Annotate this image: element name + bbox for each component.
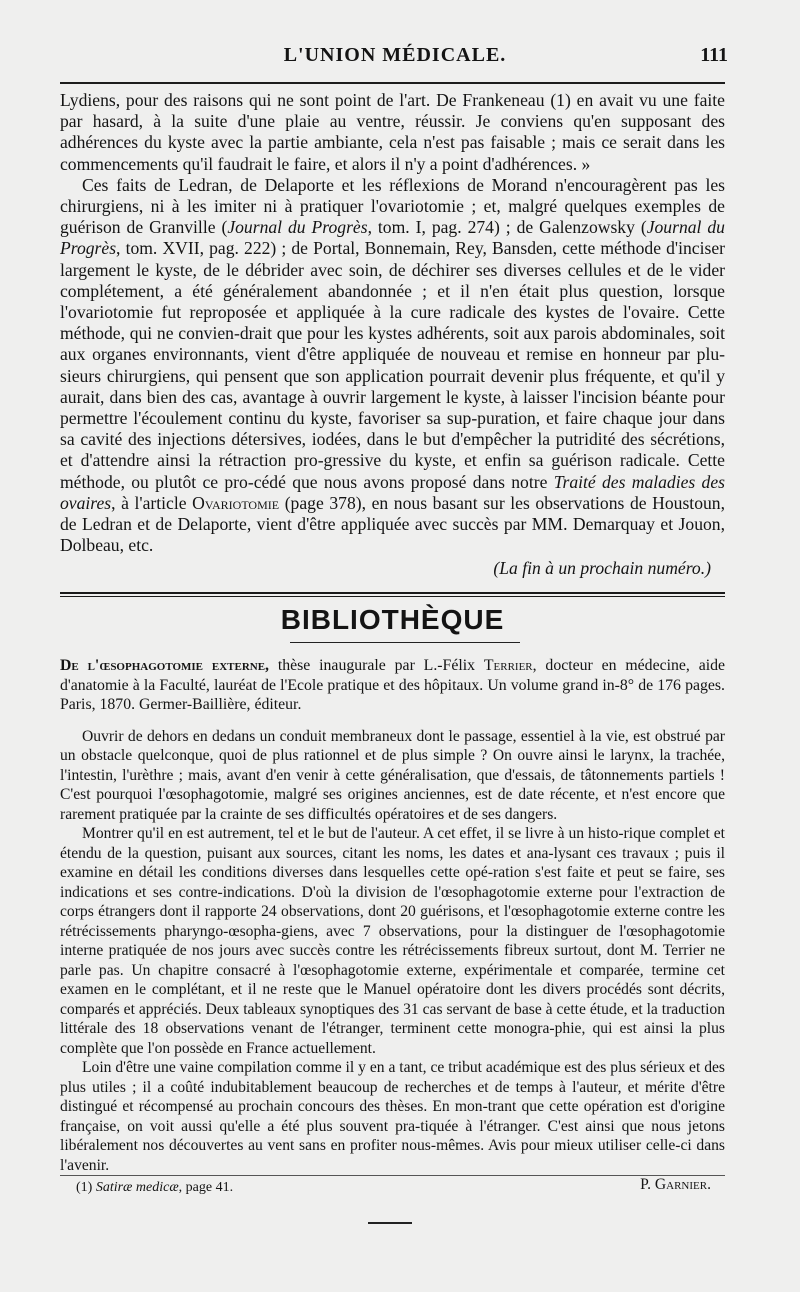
review-paragraph-2: Montrer qu'il en est autrement, tel et le but de l'auteur. A cet effet, il se livre à un histo-rique complet et étendu de la question, puisant aux sources, citant les noms, les dates et ana-lysant ces travaux ; puis il examine en détail les conditions diverses dans lesquelles cette opé-ration s'est faite et peut se faire, ses indications et ses contre-indications. D'où la division de l'œsophagotomie externe pour l'extraction de corps étrangers dont il rapporte 24 observations, dont 20 guérisons, et l'œsophagotomie externe contre les rétrécissements pharyngo-œsopha-giens, avec 7 observations, pour la distinguer de l'œsophagotomie interne pratiquée de nos jours avec succès contre les rétrécissements fibreux surtout, dont M. Terrier ne parle pas. Un chapitre consacré à l'œsophagotomie externe, expérimentale et comparée, termine cet examen en le complétant, et il ne reste que le Manuel opératoire dont les divers procédés sont décrits, comparés et appréciés. Deux tableaux synoptiques des 31 cas servant de base à cette étude, et la traduction littérale des 18 observations venant de l'étranger, terminent cette monogra-phie, qui est ainsi la plus complète que l'on possède en France actuellement. [60, 825, 725, 1057]
entry-title: De l'œsophagotomie externe, [60, 657, 269, 674]
book-review [60, 656, 725, 1195]
bibliographic-entry: De l'œsophagotomie externe, thèse inaugurale par L.-Félix Terrier, docteur en médecine, aide d'anatomie à la Faculté, lauréat de l'Ecole pratique et des hôpitaux. Un volume grand in-8° de 176 pages. Paris, 1870. Germer-Baillière, éditeur. [60, 657, 726, 713]
page-number: 111 [700, 44, 728, 66]
paragraph-2: Ces faits de Ledran, de Delaporte et les réflexions de Morand n'encouragèrent pas les chirurgiens, ni à les imiter ni à pratiquer l'ovariotomie ; et, malgré quelques exemples de guérison de Granville (Journal du Progrès, tom. I, pag. 274) ; de Galenzowsky (Journal du Progrès, tom. XVII, pag. 222) ; de Portal, Bonnemain, Rey, Bansden, cette méthode d'inciser largement le kyste, de le débrider avec soin, de déchirer ses diverses cellules et de le vider complétement, a été généralement abandonnée ; et il n'en était plus question, lorsque l'ovariotomie fut reproposée et appliquée à la cure radicale des kystes de l'ovaire. Cette méthode, qui ne convien-drait que pour les kystes adhérents, soit aux parois abdominales, soit aux organes environnants, vient d'être appliquée de nouveau et remise en honneur par plu-sieurs chirurgiens, qui pensent que son application pourrait devenir plus fréquente, et qu'il y aurait, dans bien des cas, avantage à ouvrir largement le kyste, à laisser l'incision béante pour permettre l'écoulement continu du kyste, favoriser sa sup-puration, et faire chaque jour dans sa cavité des injections détersives, iodées, dans le but d'empêcher la putridité des sécrétions, et d'attendre ainsi la rétraction pro-gressive du kyste, et enfin sa guérison radicale. Cette méthode, ou plutôt ce pro-cédé que nous avons proposé dans notre Traité des maladies des ovaires, à l'article Ovariotomie (page 378), en nous basant sur les observations de Houstoun, de Ledran et de Delaporte, vient d'être appliquée avec succès par MM. Demarquay et Jouon, Dolbeau, etc. [60, 174, 726, 556]
title-underline [290, 642, 520, 643]
entry-author: Terrier [483, 657, 533, 674]
treatise-citation: Traité des maladies des ovaires [60, 471, 726, 513]
running-title: L'UNION MÉDICALE. [283, 44, 507, 66]
paragraph-1: Lydiens, pour des raisons qui ne sont point de l'art. De Frankeneau (1) en avait vu une faite par hasard, à la suite d'une plaie au ventre, réussir. Je conviens qu'en supposant des adhérences du kyste avec la partie ambiante, cela n'est pas faisable ; mais ce serait dans les commencements qu'il faudrait le faire, et alors il n'y a point d'adhérences. » [60, 90, 725, 174]
review-paragraph-3: Loin d'être une vaine compilation comme il y en a tant, ce tribut académique est des plus sérieux et des plus utiles ; il a coûté indubitablement beaucoup de recherches et de temps à l'auteur, et mérite d'être distingué et récompensé au prochain concours des thèses. En mon-trant que cette opération est d'origine française, on voit aussi qu'elle a été plus souvent pra-tiquée à l'étranger. C'est ainsi que nous jetons libéralement nos découvertes au vent sans en profiter nous-mêmes. Avis pour mieux utiliser celle-ci dans l'avenir. [60, 1059, 725, 1174]
review-signature: P. Garnier. [640, 1176, 711, 1193]
journal-citation: Journal du Progrès [227, 217, 368, 238]
footnote-rule [60, 1175, 725, 1176]
ovariotomie-term: Ovariotomie [192, 492, 280, 513]
header-rule [60, 82, 725, 84]
footnote-source: Satiræ medicæ [95, 1180, 179, 1195]
section-title: BIBLIOTHÈQUE [280, 604, 505, 635]
bottom-mark [368, 1222, 412, 1224]
section-divider [60, 592, 725, 597]
review-paragraph-1: Ouvrir de dehors en dedans un conduit membraneux dont le passage, essentiel à la vie, est obstrué par un obstacle quelconque, quoi de plus rationnel et de plus simple ? On ouvre ainsi le larynx, la trachée, l'intestin, l'urèthre ; mais, avant d'en venir à cette généralisation, que d'essais, de tâtonnements partiels ! C'est pourquoi l'œsophagotomie, malgré ses origines anciennes, est de date récente, et n'est encore que rarement pratiquée par la crainte de ses difficultés opératoires et de ses dangers. [60, 727, 725, 823]
page-header [60, 44, 730, 74]
journal-citation: Journal du Progrès [60, 217, 725, 259]
footnote: (1) Satiræ medicæ, page 41. [76, 1180, 234, 1195]
continued-note: (La fin à un prochain numéro.) [493, 558, 711, 579]
article-continuation [60, 90, 725, 580]
